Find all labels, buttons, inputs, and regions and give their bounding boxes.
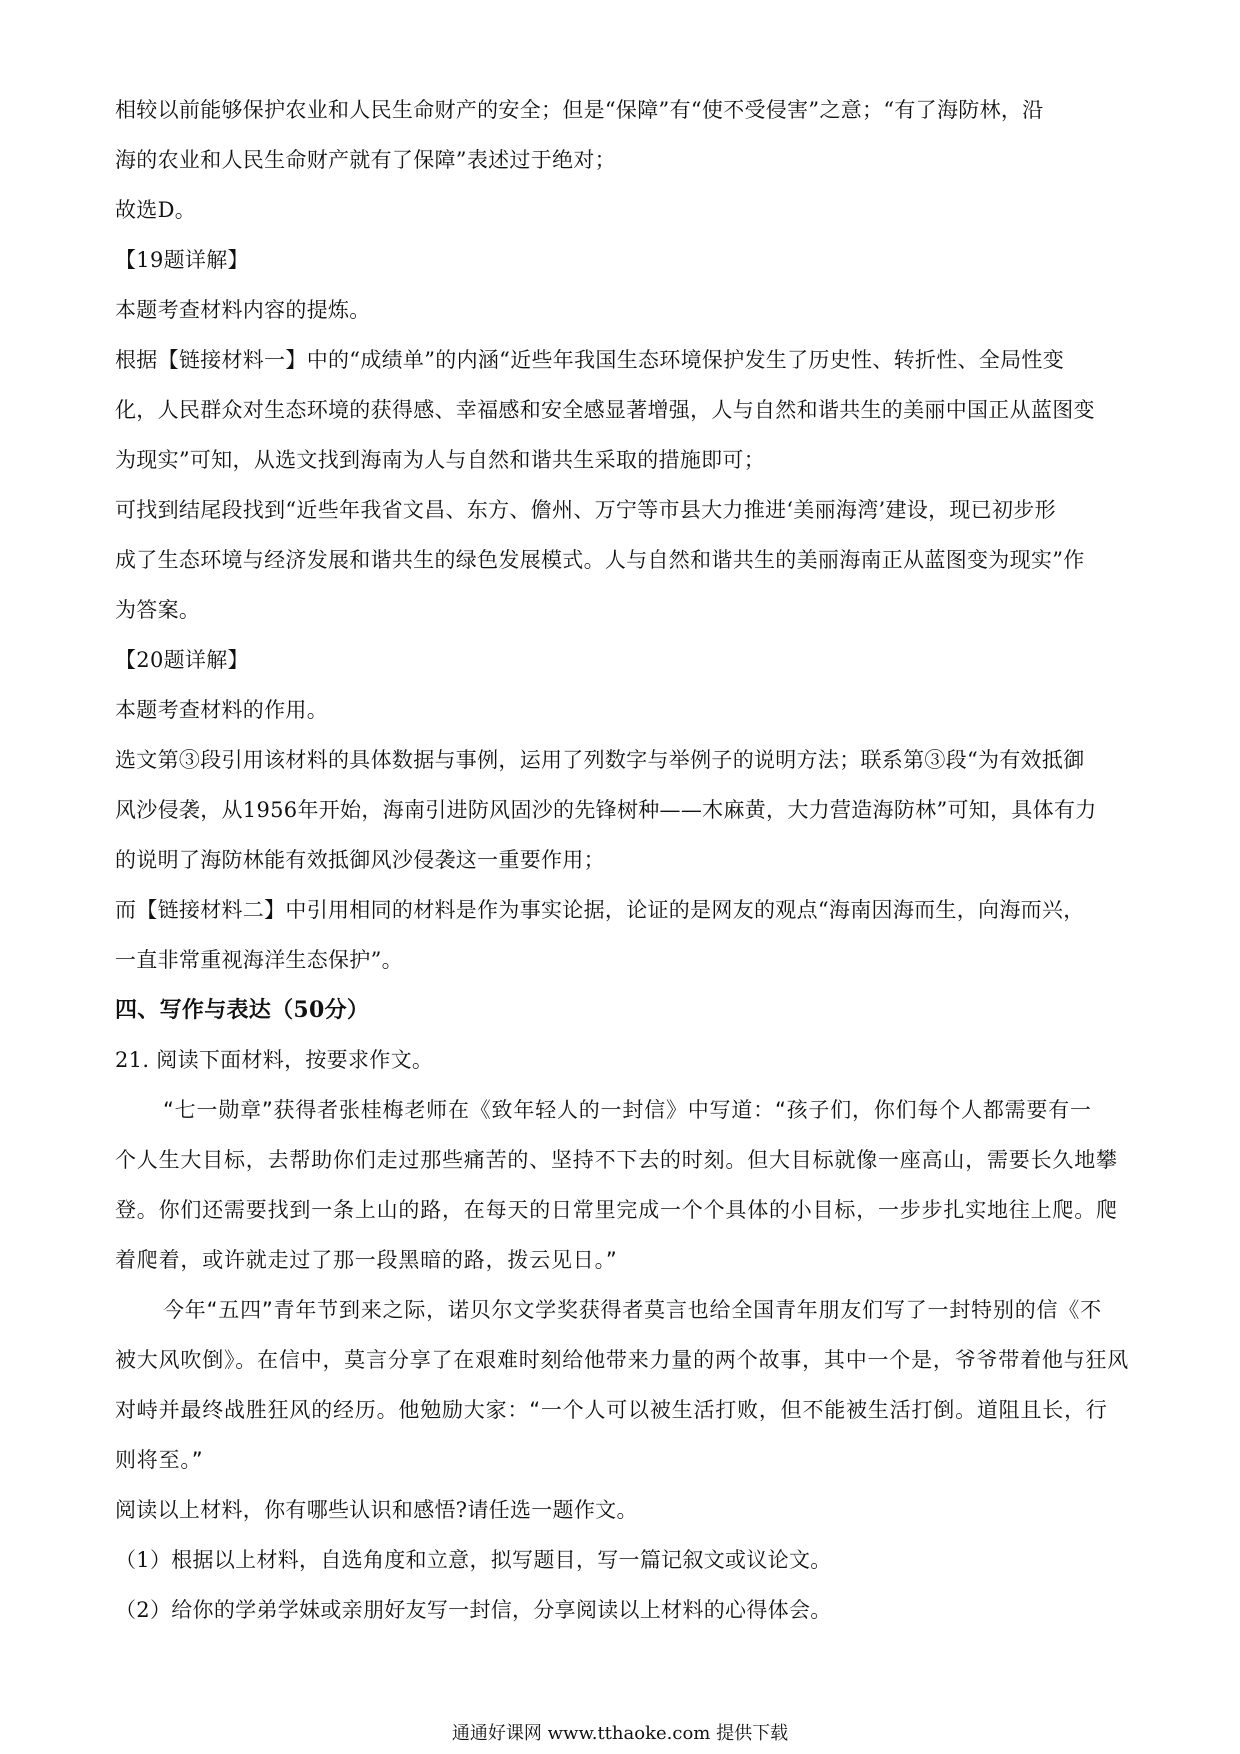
question-19-line-2: 化，人民群众对生态环境的获得感、幸福感和安全感显著增强，人与自然和谐共生的美丽中国正从蓝图变 xyxy=(115,398,1095,422)
question-20-line-2: 风沙侵袭，从1956年开始，海南引进防风固沙的先锋树种——木麻黄，大力营造海防林”可知，具体有力 xyxy=(115,798,1097,822)
question-19-line-4: 可找到结尾段找到“近些年我省文昌、东方、儋州、万宁等市县大力推进‘美丽海湾’建设，现已初步形 xyxy=(115,498,1056,522)
question-21-question: 阅读以上材料，你有哪些认识和感悟?请任选一题作文。 xyxy=(115,1498,638,1522)
question-20-line-3: 的说明了海防林能有效抵御风沙侵袭这一重要作用； xyxy=(115,848,605,872)
material-1-line-1: “七一勋章”获得者张桂梅老师在《致年轻人的一封信》中写道：“孩子们，你们每个人都需要有一 xyxy=(163,1098,1092,1122)
material-2-line-1: 今年“五四”青年节到来之际，诺贝尔文学奖获得者莫言也给全国青年朋友们写了一封特别的信《不 xyxy=(163,1298,1102,1322)
question-20-line-4: 而【链接材料二】中引用相同的材料是作为事实论据，论证的是网友的观点“海南因海而生，向海而兴， xyxy=(115,898,1085,922)
question-19-line-3: 为现实”可知，从选文找到海南为人与自然和谐共生采取的措施即可； xyxy=(115,448,766,472)
material-2-line-3: 对峙并最终战胜狂风的经历。他勉励大家：“一个人可以被生活打败，但不能被生活打倒。道阻且长，行 xyxy=(115,1398,1108,1422)
answer-18-line-1: 相较以前能够保护农业和人民生命财产的安全；但是“保障”有“使不受侵害”之意；“有了海防林，沿 xyxy=(115,98,1044,122)
question-19-line-5: 成了生态环境与经济发展和谐共生的绿色发展模式。人与自然和谐共生的美丽海南正从蓝图变为现实”作 xyxy=(115,548,1085,572)
question-20-heading: 【20题详解】 xyxy=(115,648,249,672)
option-1: （1）根据以上材料，自选角度和立意，拟写题目，写一篇记叙文或议论文。 xyxy=(115,1548,832,1572)
answer-18-choice: 故选D。 xyxy=(115,198,197,222)
question-20-line-1: 选文第③段引用该材料的具体数据与事例，运用了列数字与举例子的说明方法；联系第③段“为有效抵御 xyxy=(115,748,1085,772)
material-2-line-4: 则将至。” xyxy=(115,1448,204,1472)
page-footer: 通通好课网 www.tthaoke.com 提供下载 xyxy=(451,1723,789,1744)
question-21-prompt: 21. 阅读下面材料，按要求作文。 xyxy=(115,1048,434,1072)
question-19-intro: 本题考查材料内容的提炼。 xyxy=(115,298,371,322)
material-1-line-4: 着爬着，或许就走过了那一段黑暗的路，拨云见日。” xyxy=(115,1248,618,1272)
material-1-line-2: 个人生大目标，去帮助你们走过那些痛苦的、坚持不下去的时刻。但大目标就像一座高山，需要长久地攀 xyxy=(115,1148,1118,1172)
question-20-line-5: 一直非常重视海洋生态保护”。 xyxy=(115,948,403,972)
material-1-line-3: 登。你们还需要找到一条上山的路，在每天的日常里完成一个个具体的小目标，一步步扎实地往上爬。爬 xyxy=(115,1198,1118,1222)
material-2-line-2: 被大风吹倒》。在信中，莫言分享了在艰难时刻给他带来力量的两个故事，其中一个是，爷爷带着他与狂风 xyxy=(115,1348,1130,1372)
question-19-line-6: 为答案。 xyxy=(115,598,201,622)
question-19-line-1: 根据【链接材料一】中的“成绩单”的内涵“近些年我国生态环境保护发生了历史性、转折性、全局性变 xyxy=(115,348,1065,372)
question-19-heading: 【19题详解】 xyxy=(115,248,249,272)
question-20-intro: 本题考查材料的作用。 xyxy=(115,698,328,722)
section-4-heading: 四、写作与表达（50分） xyxy=(115,997,370,1023)
answer-18-line-2: 海的农业和人民生命财产就有了保障”表述过于绝对； xyxy=(115,148,616,172)
option-2: （2）给你的学弟学妹或亲朋好友写一封信，分享阅读以上材料的心得体会。 xyxy=(115,1598,832,1622)
